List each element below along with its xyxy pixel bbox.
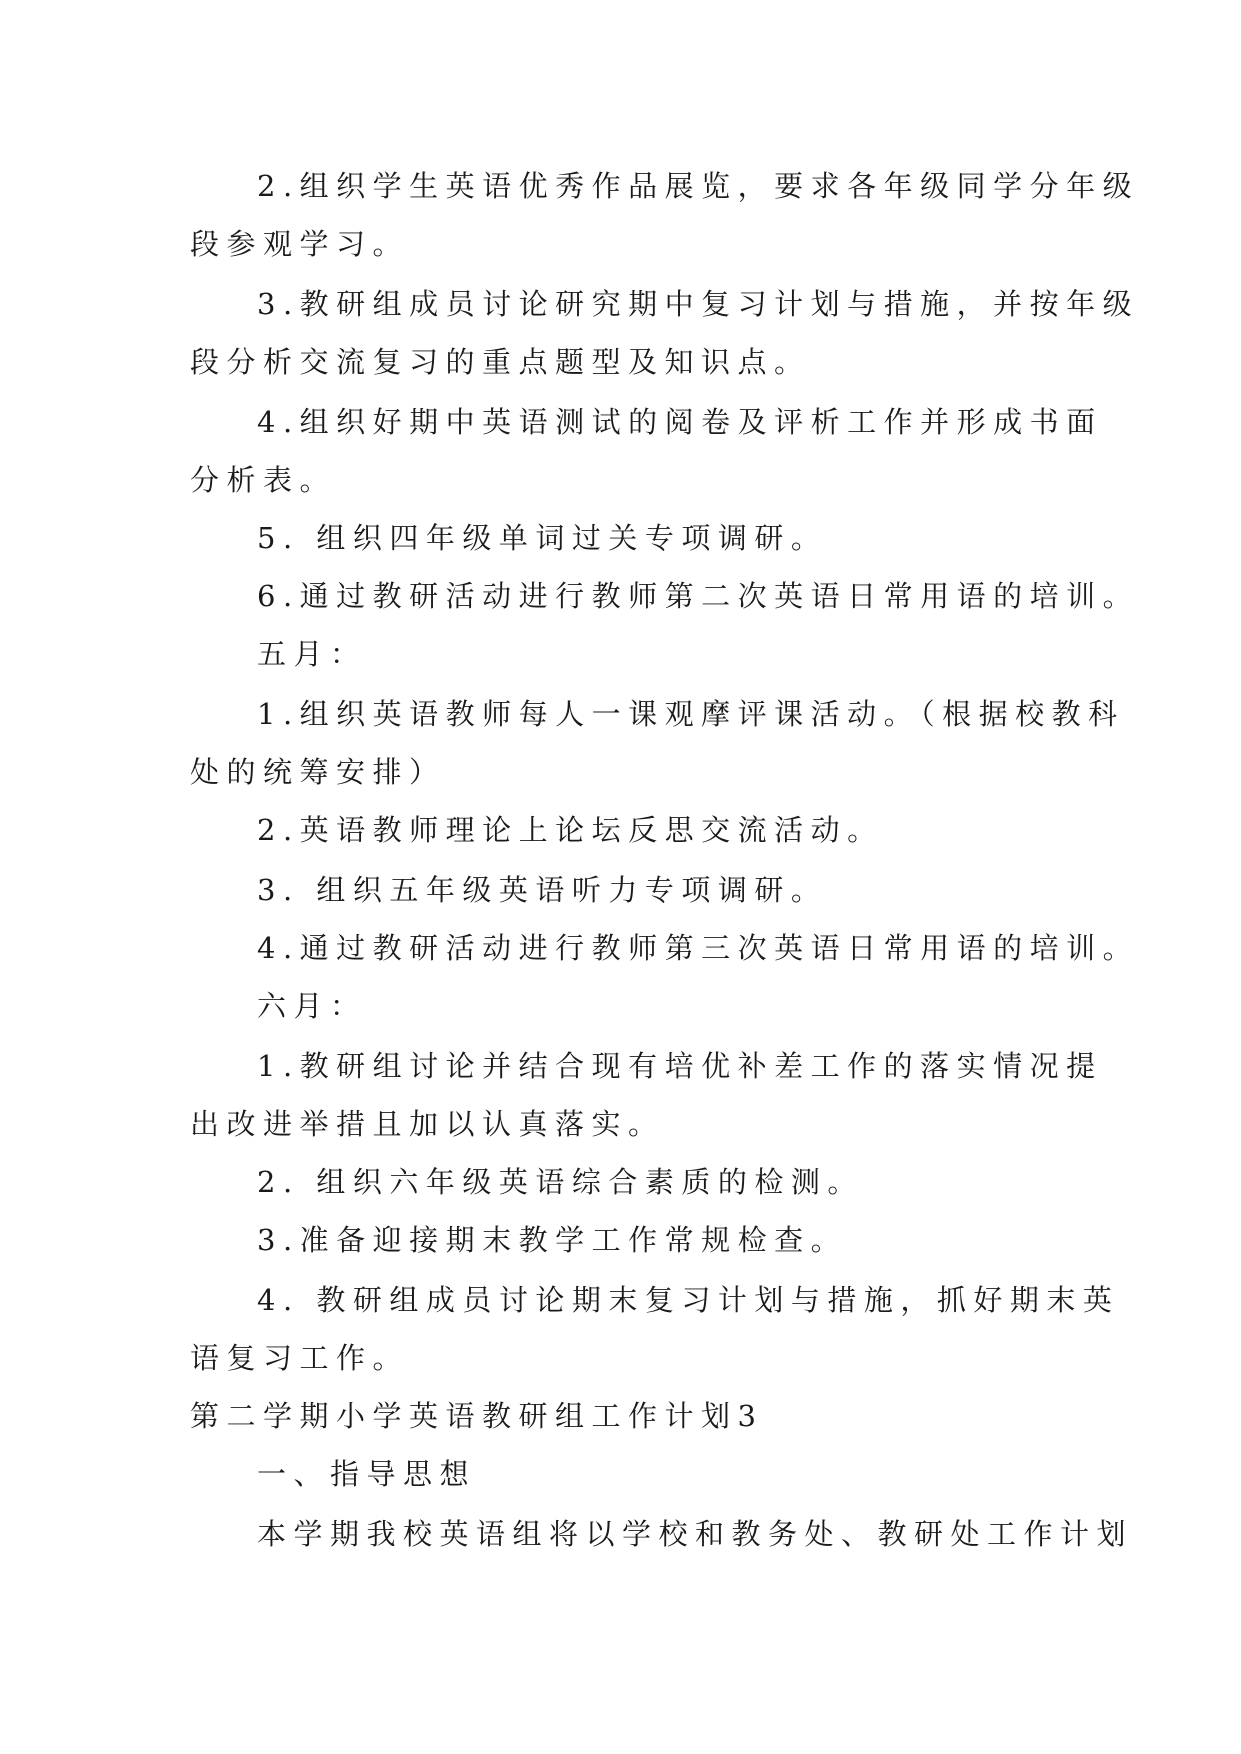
paragraph-line: 2. 组织六年级英语综合素质的检测。 [257, 1165, 864, 1199]
paragraph-line: 3.准备迎接期末教学工作常规检查。 [257, 1223, 848, 1257]
paragraph-line: 3.教研组成员讨论研究期中复习计划与措施，并按年级 [257, 287, 1140, 321]
document-title: 第二学期小学英语教研组工作计划3 [190, 1399, 764, 1433]
paragraph-line: 3. 组织五年级英语听力专项调研。 [257, 873, 828, 907]
paragraph-line: 2.英语教师理论上论坛反思交流活动。 [257, 813, 884, 847]
paragraph-line: 语复习工作。 [190, 1341, 410, 1375]
paragraph-line: 6.通过教研活动进行教师第二次英语日常用语的培训。 [257, 579, 1140, 613]
paragraph-line: 5. 组织四年级单词过关专项调研。 [257, 521, 828, 555]
paragraph-line: 1.教研组讨论并结合现有培优补差工作的落实情况提 [257, 1049, 1103, 1083]
section-heading-guiding-ideology: 一、指导思想 [257, 1457, 477, 1491]
section-heading-june: 六月： [257, 989, 367, 1023]
paragraph-line: 分析表。 [190, 463, 337, 497]
paragraph-line: 段分析交流复习的重点题型及知识点。 [190, 345, 811, 379]
section-heading-may: 五月： [257, 637, 367, 671]
paragraph-line: 段参观学习。 [190, 227, 410, 261]
paragraph-line: 1.组织英语教师每人一课观摩评课活动。（根据校教科 [257, 697, 1125, 731]
paragraph-line: 2.组织学生英语优秀作品展览，要求各年级同学分年级 [257, 169, 1140, 203]
paragraph-line: 4.组织好期中英语测试的阅卷及评析工作并形成书面 [257, 405, 1103, 439]
paragraph-line: 出改进举措且加以认真落实。 [190, 1107, 665, 1141]
paragraph-line: 本学期我校英语组将以学校和教务处、教研处工作计划 [257, 1517, 1134, 1551]
paragraph-line: 处的统筹安排） [190, 755, 446, 789]
paragraph-line: 4.通过教研活动进行教师第三次英语日常用语的培训。 [257, 931, 1140, 965]
paragraph-line: 4. 教研组成员讨论期末复习计划与措施，抓好期末英 [257, 1283, 1120, 1317]
